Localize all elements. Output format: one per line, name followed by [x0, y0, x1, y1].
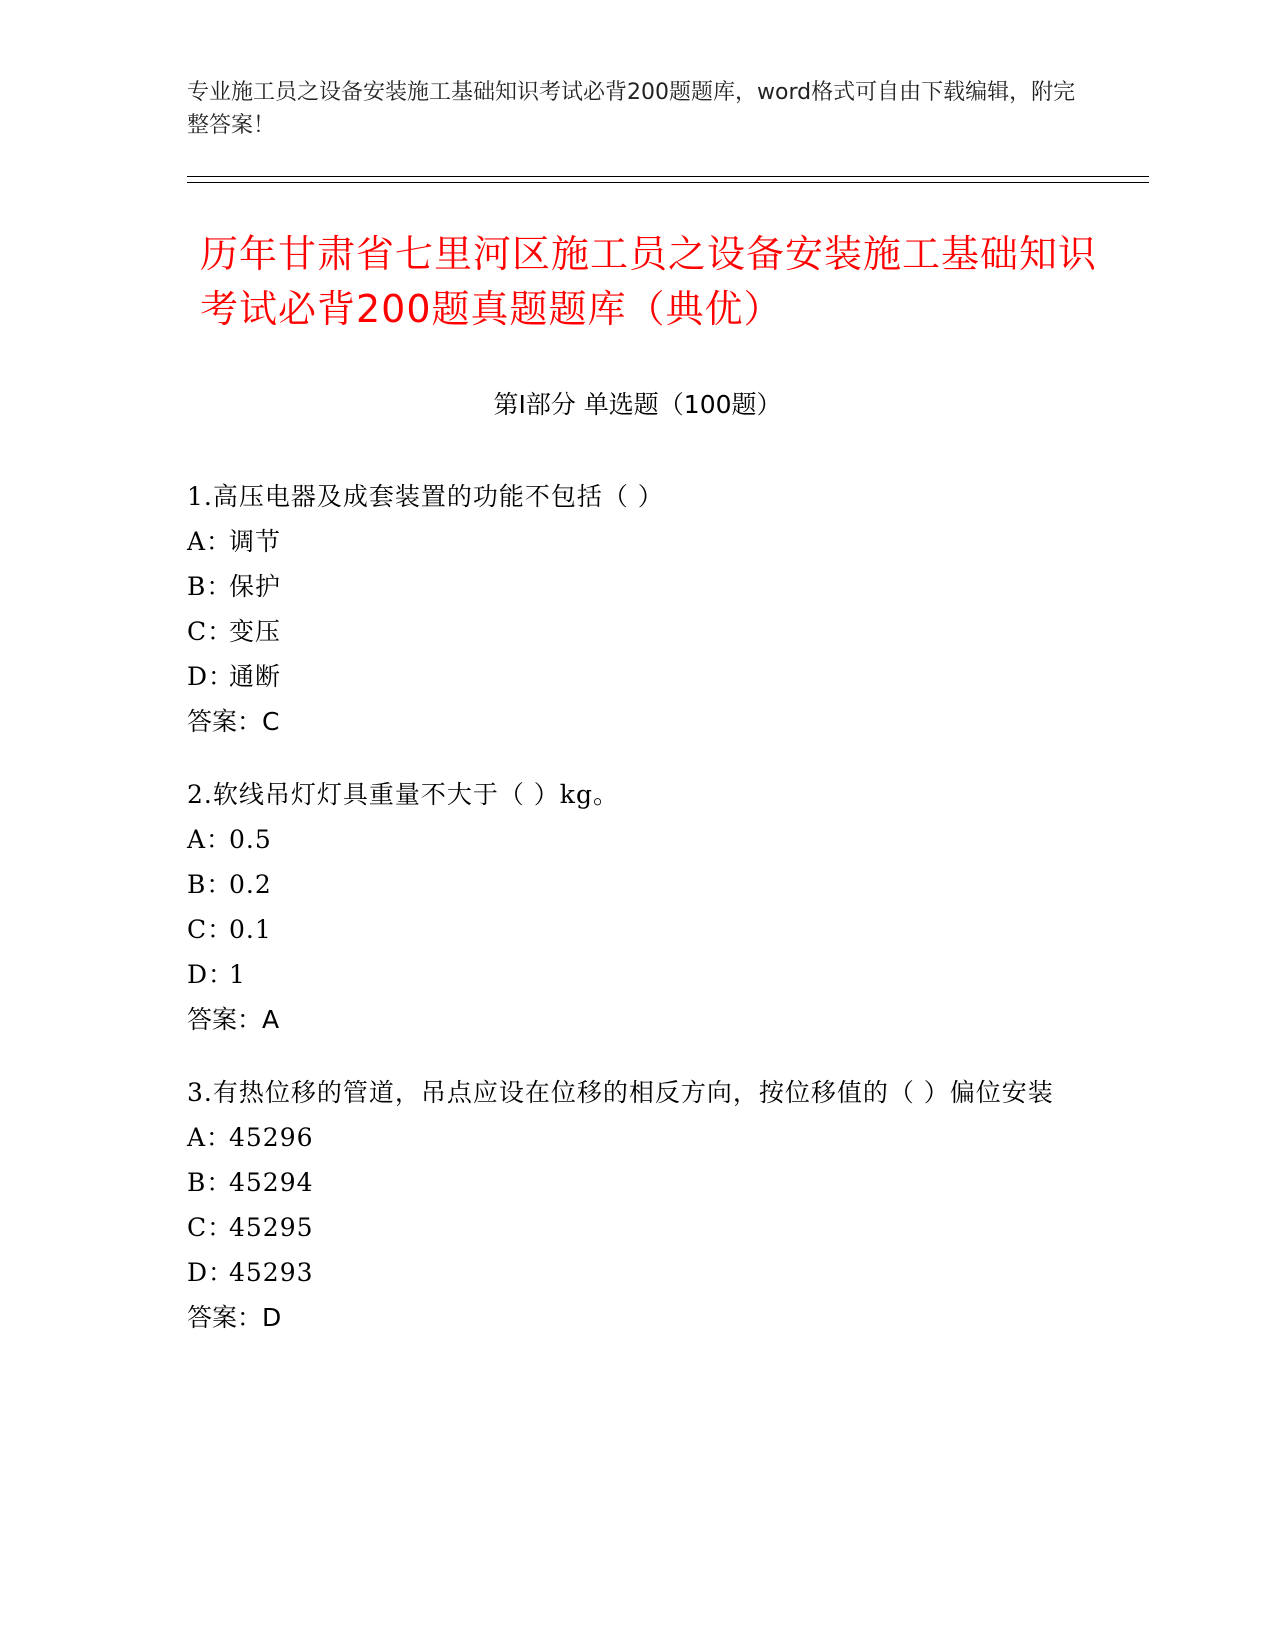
question-2: [187, 772, 1087, 1042]
option-c: [187, 609, 1087, 654]
option-c: [187, 1205, 1087, 1250]
question-stem: 3.有热位移的管道，吊点应设在位移的相反方向，按位移值的（ ）偏位安装: [187, 1078, 1054, 1107]
option-text: 通断: [229, 662, 282, 691]
option-b: [187, 564, 1087, 609]
option-key: A：: [187, 1123, 233, 1152]
option-text: 0.1: [229, 915, 272, 944]
option-key: C：: [187, 1213, 234, 1242]
option-key: D：: [187, 662, 235, 691]
option-key: A：: [187, 825, 233, 854]
question-stem: 1.高压电器及成套装置的功能不包括（ ）: [187, 482, 664, 511]
option-text: 变压: [229, 617, 282, 646]
question-stem: 2.软线吊灯灯具重量不大于（ ）kg。: [187, 780, 619, 809]
option-a: [187, 519, 1087, 564]
option-key: D：: [187, 1258, 235, 1287]
option-text: 1: [229, 960, 246, 989]
option-text: 调节: [229, 527, 282, 556]
option-key: B：: [187, 870, 233, 899]
header-note: 专业施工员之设备安装施工基础知识考试必背200题题库，word格式可自由下载编辑，附完整答案！: [187, 80, 1076, 138]
header-rule-bottom: [187, 182, 1149, 183]
question-1: [187, 474, 1087, 744]
option-key: C：: [187, 617, 234, 646]
option-key: C：: [187, 915, 234, 944]
answer-line: 答案：A: [187, 1005, 280, 1034]
option-key: D：: [187, 960, 235, 989]
option-d: [187, 952, 1087, 997]
answer-line: 答案：C: [187, 707, 280, 736]
option-text: 保护: [229, 572, 282, 601]
option-key: A：: [187, 527, 233, 556]
option-b: [187, 862, 1087, 907]
option-text: 45293: [229, 1258, 314, 1287]
option-text: 45296: [229, 1123, 314, 1152]
answer-line: 答案：D: [187, 1303, 282, 1332]
option-key: B：: [187, 572, 233, 601]
question-3: [187, 1070, 1087, 1340]
option-text: 0.5: [229, 825, 272, 854]
header-rule-top: [187, 176, 1149, 177]
option-d: [187, 654, 1087, 699]
option-b: [187, 1160, 1087, 1205]
option-c: [187, 907, 1087, 952]
option-text: 0.2: [229, 870, 272, 899]
section-heading: 第Ⅰ部分 单选题（100题）: [493, 390, 782, 419]
option-a: [187, 1115, 1087, 1160]
option-text: 45295: [229, 1213, 314, 1242]
question-list: [187, 474, 1087, 1368]
option-key: B：: [187, 1168, 233, 1197]
option-d: [187, 1250, 1087, 1295]
option-text: 45294: [229, 1168, 314, 1197]
document-title: 历年甘肃省七里河区施工员之设备安装施工基础知识考试必背200题真题题库（典优）: [200, 232, 1098, 331]
option-a: [187, 817, 1087, 862]
